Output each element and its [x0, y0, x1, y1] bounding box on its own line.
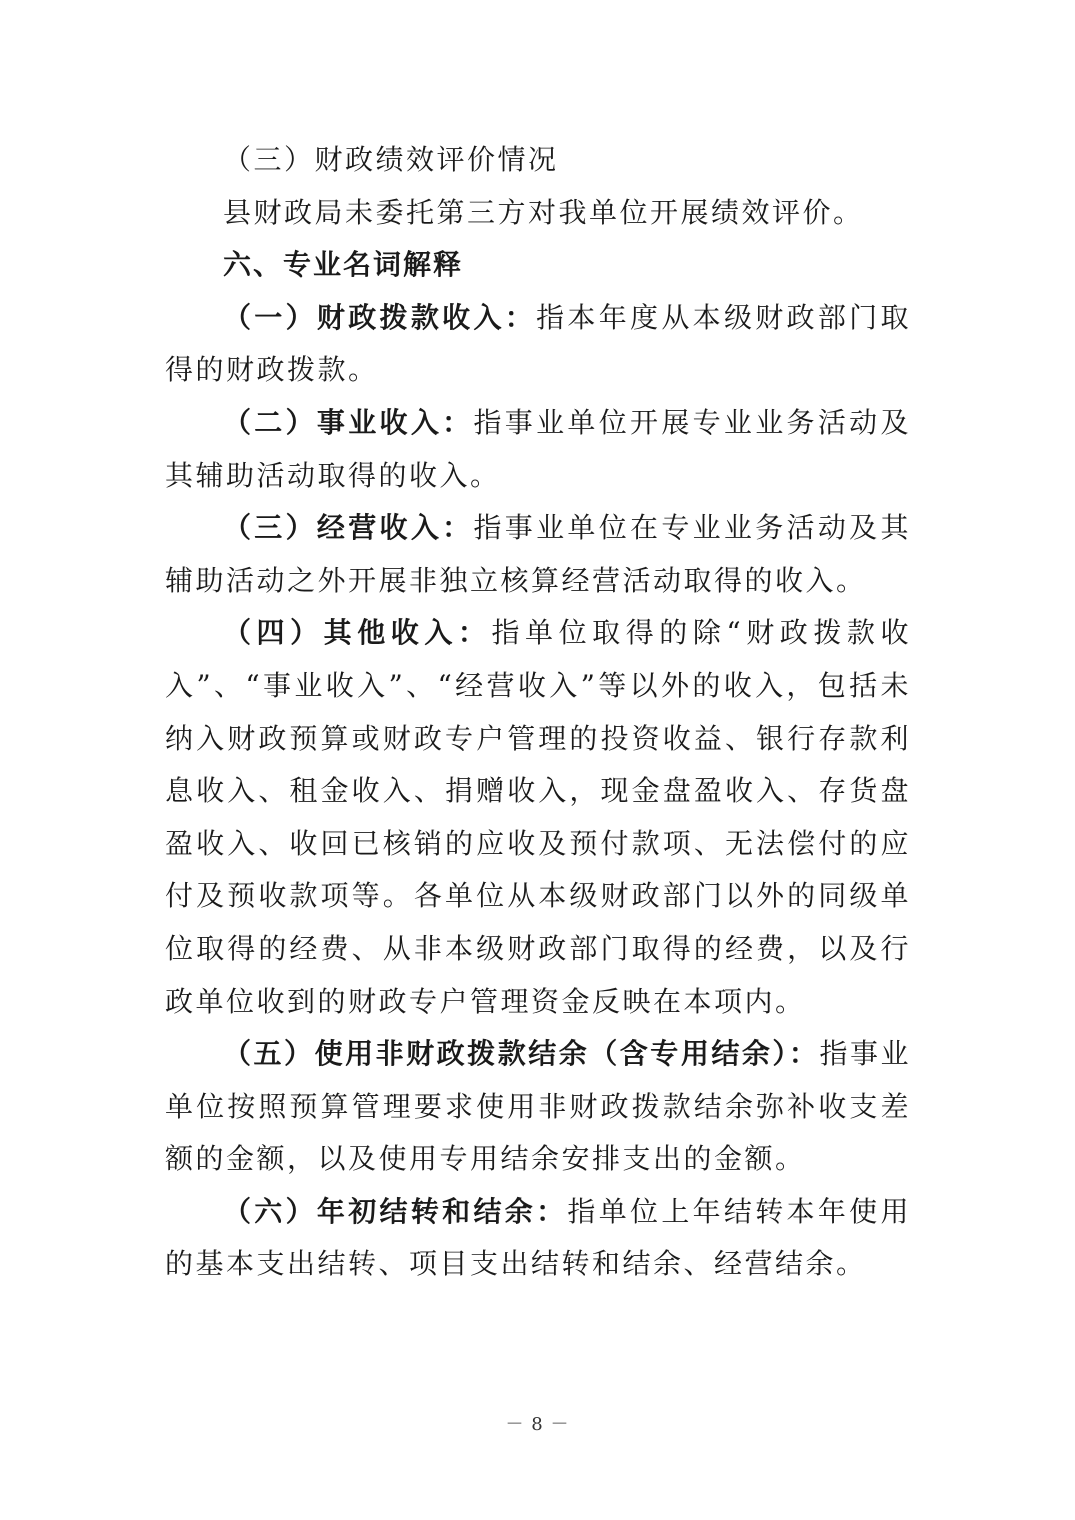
term-definition-carryover-and-surplus	[165, 1186, 911, 1291]
heading-text: 六、专业名词解释	[223, 248, 464, 282]
term-definition-operating-income	[165, 502, 911, 607]
paragraph-performance-evaluation	[165, 187, 911, 240]
term-text: 指单位上年结转本年使用的基本支出结转、项目支出结转和结余、经营结余。	[165, 1194, 911, 1281]
term-label: （四）其他收入：	[223, 616, 492, 650]
term-label: （二）事业收入：	[223, 405, 474, 439]
document-body	[165, 134, 911, 1291]
section-subheading-performance-evaluation	[165, 134, 911, 187]
term-text: 指事业单位按照预算管理要求使用非财政拨款结余弥补收支差额的金额，以及使用专用结余安排支出的金额。	[165, 1037, 911, 1176]
term-label: （三）经营收入：	[223, 511, 474, 545]
term-text: 指单位取得的除“财政拨款收入”、“事业收入”、“经营收入”等以外的收入，包括未纳入财政预算或财政专户管理的投资收益、银行存款利息收入、租金收入、捐赠收入，现金盘盈收入、存货盘盈收入、收回已核销的应收及预付款项、无法偿付的应付及预收款项等。各单位从本级财政部门以外的同级单位取得的经费、从非本级财政部门取得的经费，以及行政单位收到的财政专户管理资金反映在本项内。	[165, 616, 911, 1018]
term-definition-business-income	[165, 397, 911, 502]
term-label: （五）使用非财政拨款结余（含专用结余）：	[223, 1037, 820, 1071]
term-label: （一）财政拨款收入：	[223, 300, 537, 334]
term-text: 指事业单位在专业业务活动及其辅助活动之外开展非独立核算经营活动取得的收入。	[165, 511, 911, 597]
term-definition-other-income	[165, 607, 911, 1028]
section-heading-terms	[165, 239, 911, 292]
term-definition-non-fiscal-surplus-use	[165, 1028, 911, 1186]
paragraph-text: 县财政局未委托第三方对我单位开展绩效评价。	[223, 195, 864, 229]
term-text: 指本年度从本级财政部门取得的财政拨款。	[165, 300, 911, 387]
term-text: 指事业单位开展专业业务活动及其辅助活动取得的收入。	[165, 405, 911, 492]
term-label: （六）年初结转和结余：	[223, 1194, 568, 1228]
term-definition-fiscal-appropriation-income	[165, 292, 911, 397]
paragraph-text: （三）财政绩效评价情况	[223, 143, 559, 176]
page-number: － 8 －	[505, 1414, 570, 1435]
